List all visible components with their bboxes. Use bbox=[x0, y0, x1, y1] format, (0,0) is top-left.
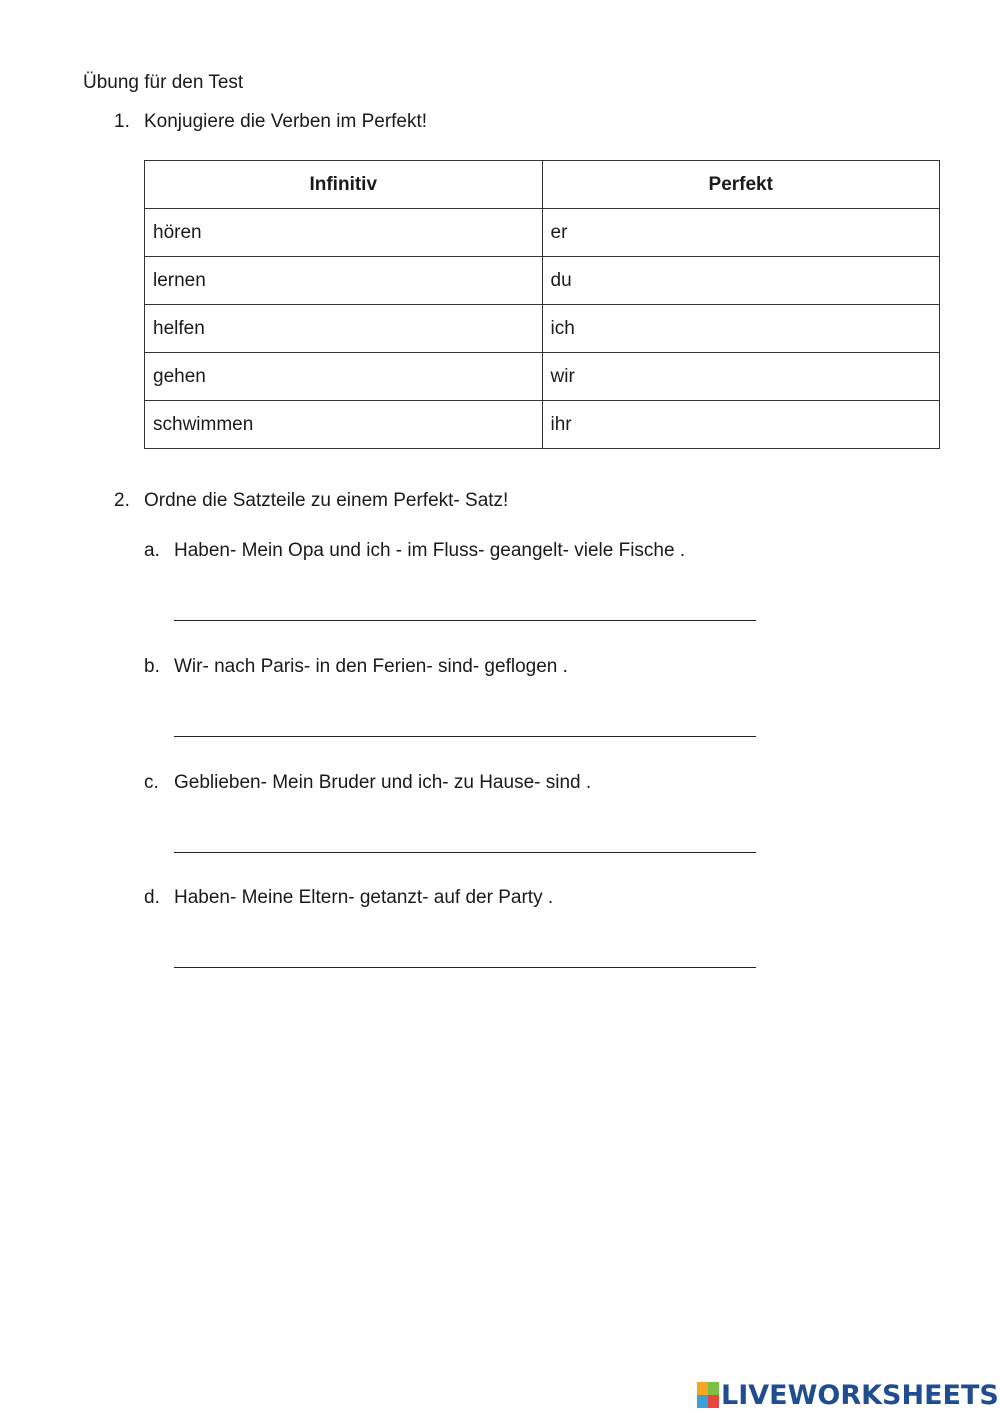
infinitive-cell: gehen bbox=[145, 353, 543, 401]
logo-tile bbox=[708, 1382, 719, 1395]
column-header-infinitiv: Infinitiv bbox=[145, 161, 543, 209]
task-2-heading bbox=[114, 490, 508, 512]
perfect-answer-cell[interactable]: ihr bbox=[542, 401, 940, 449]
infinitive-cell: helfen bbox=[145, 305, 543, 353]
exercise-a bbox=[144, 540, 685, 562]
task-instruction: Ordne die Satzteile zu einem Perfekt- Satz! bbox=[144, 490, 509, 511]
page-title: Übung für den Test bbox=[83, 72, 244, 93]
infinitive-cell: hören bbox=[145, 209, 543, 257]
perfect-answer-cell[interactable]: du bbox=[542, 257, 940, 305]
answer-line-a[interactable] bbox=[174, 620, 756, 621]
perfect-answer-cell[interactable]: er bbox=[542, 209, 940, 257]
table-row bbox=[145, 401, 940, 449]
brand-name: LIVEWORKSHEETS bbox=[721, 1379, 999, 1411]
logo-tile bbox=[697, 1382, 708, 1395]
exercise-text: Haben- Meine Eltern- getanzt- auf der Party . bbox=[174, 887, 554, 908]
answer-line-c[interactable] bbox=[174, 852, 756, 853]
table-row bbox=[145, 209, 940, 257]
answer-line-d[interactable] bbox=[174, 967, 756, 968]
exercise-letter: c. bbox=[144, 772, 159, 793]
perfect-answer-cell[interactable]: wir bbox=[542, 353, 940, 401]
exercise-letter: a. bbox=[144, 540, 160, 561]
perfect-answer-cell[interactable]: ich bbox=[542, 305, 940, 353]
task-1-heading bbox=[114, 111, 427, 133]
exercise-text: Wir- nach Paris- in den Ferien- sind- geflogen . bbox=[174, 656, 568, 677]
exercise-text: Geblieben- Mein Bruder und ich- zu Hause- sind . bbox=[174, 772, 592, 793]
exercise-letter: b. bbox=[144, 656, 160, 677]
column-header-perfekt: Perfekt bbox=[542, 161, 940, 209]
task-number: 2. bbox=[114, 490, 130, 511]
verb-table bbox=[144, 160, 940, 449]
table-row bbox=[145, 257, 940, 305]
logo-tile bbox=[708, 1395, 719, 1408]
table-row bbox=[145, 353, 940, 401]
liveworksheets-logo-icon bbox=[697, 1382, 719, 1408]
exercise-text: Haben- Mein Opa und ich - im Fluss- geangelt- viele Fische . bbox=[174, 540, 686, 561]
exercise-c bbox=[144, 772, 591, 794]
exercise-b bbox=[144, 656, 568, 678]
liveworksheets-brand bbox=[697, 1378, 999, 1412]
task-number: 1. bbox=[114, 111, 130, 132]
answer-line-b[interactable] bbox=[174, 736, 756, 737]
infinitive-cell: schwimmen bbox=[145, 401, 543, 449]
table-header-row bbox=[145, 161, 940, 209]
task-instruction: Konjugiere die Verben im Perfekt! bbox=[144, 111, 428, 132]
table-row bbox=[145, 305, 940, 353]
exercise-letter: d. bbox=[144, 887, 160, 908]
logo-tile bbox=[697, 1395, 708, 1408]
exercise-d bbox=[144, 887, 553, 909]
infinitive-cell: lernen bbox=[145, 257, 543, 305]
